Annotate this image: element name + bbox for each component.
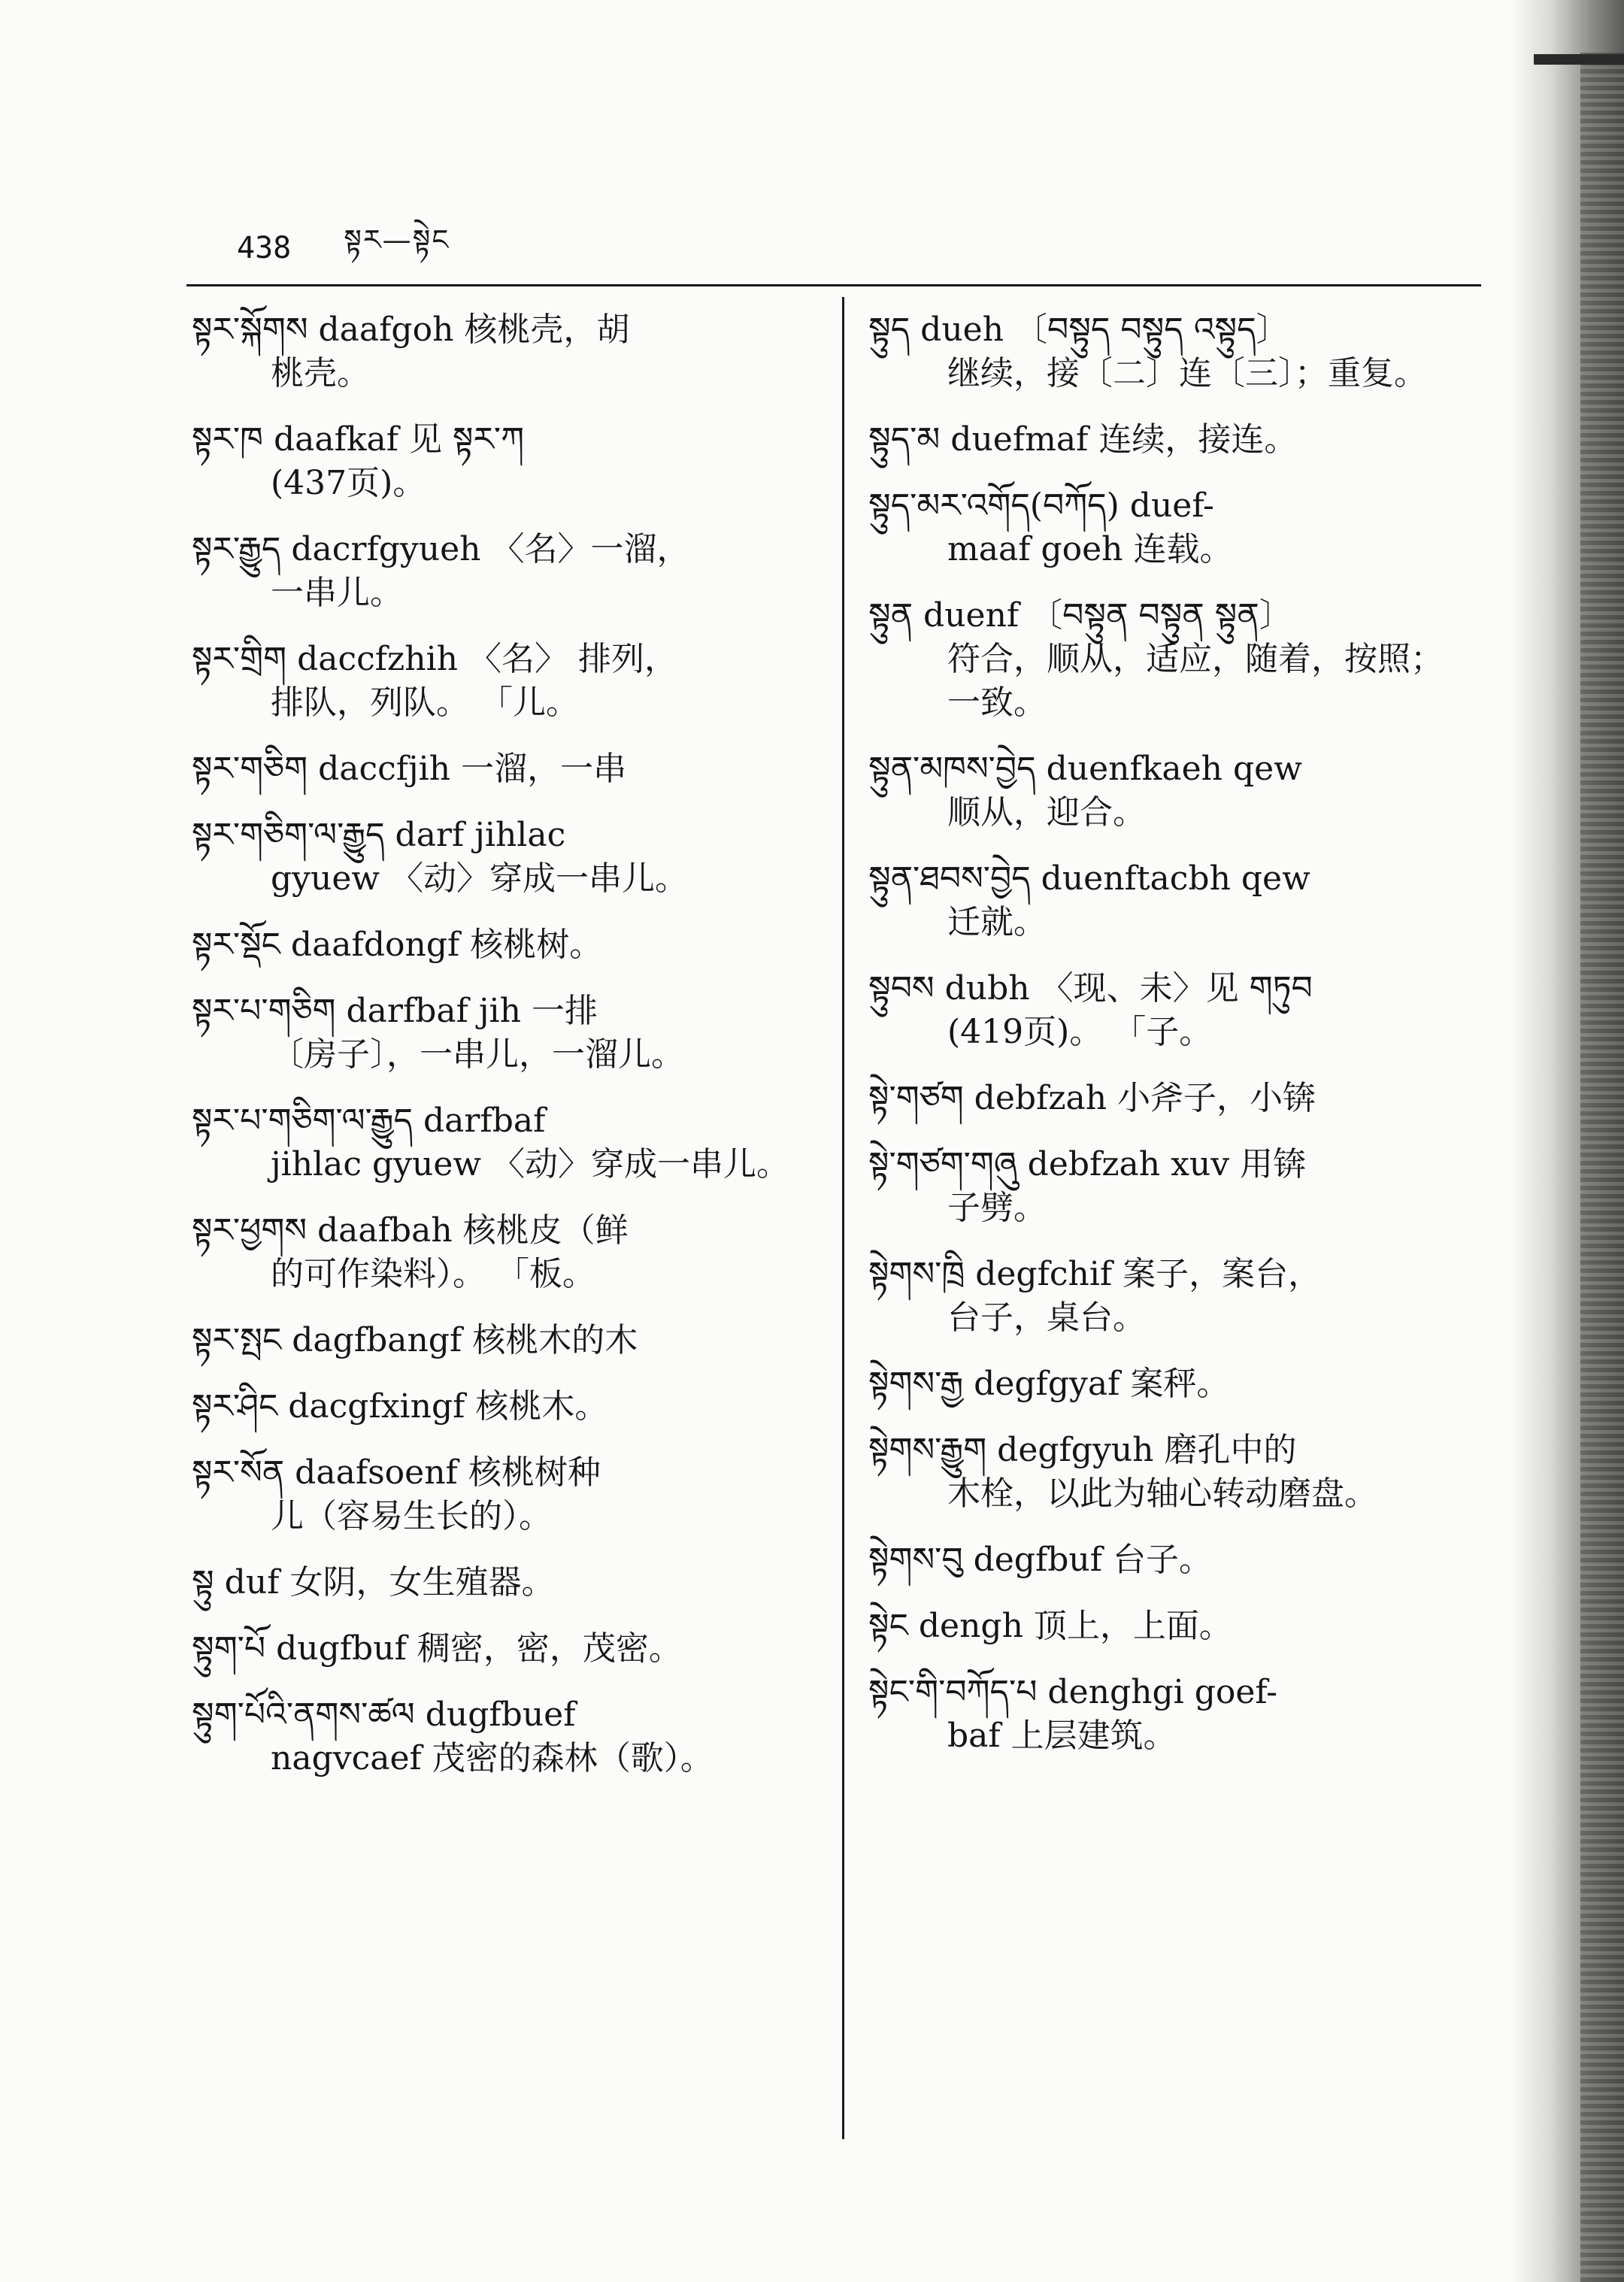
entry-continuation: 一串儿。 xyxy=(271,574,403,612)
header-rule xyxy=(186,284,1481,286)
entry-gap xyxy=(868,571,1485,594)
entry-headline: སྟུན་ཐབས་བྱེད duenftacbh qew xyxy=(868,859,1310,898)
entry-gap xyxy=(868,1406,1485,1429)
entry-gap xyxy=(868,835,1485,857)
entry-continuation: 符合，顺从，适应，随着，按照； xyxy=(947,640,1444,678)
dictionary-entry xyxy=(868,1605,1485,1648)
dictionary-entry xyxy=(192,418,820,505)
entry-gap xyxy=(868,462,1485,484)
entry-gap xyxy=(192,1780,820,1803)
dictionary-entry xyxy=(868,1429,1485,1516)
dictionary-entry xyxy=(192,989,820,1077)
entry-continuation: 一致。 xyxy=(947,683,1047,722)
dictionary-entry xyxy=(192,638,820,725)
entry-headline: སྟར་ཤིང dacgfxingf 核桃木。 xyxy=(192,1387,608,1426)
entry-headline: སྟར་པ་གཅིག darfbaf jih 一排 xyxy=(192,992,598,1030)
entry-continuation: 木栓，以此为轴心转动磨盘。 xyxy=(947,1474,1377,1513)
entry-gap xyxy=(192,1538,820,1561)
entry-headline: སྟར་སྡོང daafdongf 核桃树。 xyxy=(192,926,603,964)
entry-headline: སྟུད dueh 〔བསྟུད བསྟུད འསྟུད〕 xyxy=(868,311,1289,349)
dictionary-entry xyxy=(192,1693,820,1780)
entry-gap xyxy=(868,1516,1485,1538)
left-column xyxy=(192,308,820,1803)
dictionary-entry xyxy=(868,1538,1485,1582)
entry-headline: སྟར་གྲིག daccfzhih 〈名〉 排列， xyxy=(192,640,677,678)
dictionary-entry xyxy=(192,814,820,901)
dictionary-entry xyxy=(192,1627,820,1671)
entry-gap xyxy=(868,944,1485,967)
dictionary-entry xyxy=(192,1451,820,1538)
entry-gap xyxy=(868,1582,1485,1605)
dictionary-entry xyxy=(192,1099,820,1186)
entry-headline: སྟུག་པོ dugfbuf 稠密，密，茂密。 xyxy=(192,1629,682,1668)
entry-gap xyxy=(192,505,820,528)
dictionary-entry xyxy=(192,1209,820,1296)
column-divider xyxy=(842,297,844,2139)
entry-headline: སྟུ duf 女阴，女生殖器。 xyxy=(192,1563,555,1602)
entry-headline: སྟུད་མར་འགོད(བཀོད) duef- xyxy=(868,486,1214,525)
entry-gap xyxy=(192,967,820,989)
entry-headline: སྟར་སྐོགས daafgoh 核桃壳，胡 xyxy=(192,311,630,349)
entry-continuation: nagvcaef 茂密的森林（歌）。 xyxy=(271,1739,714,1777)
entry-continuation: 顺从，迎合。 xyxy=(947,793,1146,832)
scan-edge-mark xyxy=(1534,54,1624,65)
dictionary-entry xyxy=(192,528,820,615)
entry-headline: སྟུན duenf 〔བསྟུན བསྟུན སྟུན〕 xyxy=(868,596,1292,635)
right-column xyxy=(868,308,1485,1780)
entry-gap xyxy=(192,901,820,923)
entry-headline: སྟར་ཁ daafkaf 见 སྟར་ཀ xyxy=(192,420,525,459)
entry-headline: སྟེང་གི་བཀོད་པ denghgi goef- xyxy=(868,1673,1277,1711)
running-head: སྟར—སྟེང xyxy=(344,223,450,256)
entry-continuation: 排队，列队。 「儿。 xyxy=(271,683,579,722)
entry-headline: སྟུབས dubh 〈现、未〉见 གཏུབ xyxy=(868,969,1313,1008)
dictionary-entry xyxy=(868,747,1485,835)
entry-headline: སྟར་སོན daafsoenf 核桃树种 xyxy=(192,1453,601,1492)
entry-gap xyxy=(192,615,820,638)
entry-headline: སྟར་གཅིག་ལ་རྒྱུད darf jihlac xyxy=(192,816,566,854)
entry-headline: སྟུད་མ duefmaf 连续，接连。 xyxy=(868,420,1298,459)
entry-gap xyxy=(868,1758,1485,1780)
dictionary-entry xyxy=(192,1385,820,1429)
entry-gap xyxy=(868,395,1485,418)
dictionary-entry xyxy=(868,418,1485,462)
entry-continuation: maaf goeh 连载。 xyxy=(947,530,1233,568)
entry-continuation: 〔房子〕，一串儿，一溜儿。 xyxy=(271,1035,684,1074)
page-edge-texture xyxy=(1580,53,1624,2282)
entry-continuation: (419页)。 「子。 xyxy=(947,1013,1213,1051)
entry-continuation: 子劈。 xyxy=(947,1189,1047,1227)
entry-gap xyxy=(192,791,820,814)
dictionary-entry xyxy=(868,1077,1485,1120)
entry-gap xyxy=(192,1296,820,1319)
dictionary-entry xyxy=(868,308,1485,395)
dictionary-entry xyxy=(192,747,820,791)
entry-gap xyxy=(192,725,820,747)
dictionary-entry xyxy=(868,484,1485,571)
entry-headline: སྟུག་པོའི་ནགས་ཚལ dugfbuef xyxy=(192,1696,576,1734)
entry-gap xyxy=(868,725,1485,747)
entry-headline: སྟེགས་ཁྲི degfchif 案子，案台， xyxy=(868,1255,1322,1293)
entry-gap xyxy=(192,1362,820,1385)
entry-headline: སྟེགས་བུ degfbuf 台子。 xyxy=(868,1541,1213,1579)
entry-continuation: gyuew 〈动〉穿成一串儿。 xyxy=(271,859,689,898)
entry-headline: སྟར་ཕྱགས daafbah 核桃皮（鲜 xyxy=(192,1211,629,1250)
entry-continuation: 儿（容易生长的）。 xyxy=(271,1497,552,1535)
entry-gap xyxy=(868,1120,1485,1143)
entry-gap xyxy=(868,1054,1485,1077)
entry-headline: སྟེགས་རྒྱ degfgyaf 案秤。 xyxy=(868,1365,1230,1403)
dictionary-entry xyxy=(192,1319,820,1362)
entry-continuation: 的可作染料）。 「板。 xyxy=(271,1255,595,1293)
entry-headline: སྟར་པ་གཅིག་ལ་རྒྱུད darfbaf xyxy=(192,1102,546,1140)
entry-continuation: baf 上层建筑。 xyxy=(947,1717,1177,1755)
entry-continuation: 桃壳。 xyxy=(271,354,370,392)
entry-gap xyxy=(192,1186,820,1209)
entry-headline: སྟེ་གཙག debfzah 小斧子，小锛 xyxy=(868,1079,1316,1117)
dictionary-entry xyxy=(192,1561,820,1605)
entry-gap xyxy=(868,1648,1485,1671)
entry-gap xyxy=(192,1077,820,1099)
dictionary-entry xyxy=(868,857,1485,944)
dictionary-entry xyxy=(192,923,820,967)
page-number: 438 xyxy=(237,231,292,265)
dictionary-entry xyxy=(868,1671,1485,1758)
entry-headline: སྟར་སྤང dagfbangf 核桃木的木 xyxy=(192,1321,638,1359)
entry-gap xyxy=(192,395,820,418)
entry-continuation: (437页)。 xyxy=(271,464,426,502)
dictionary-entry xyxy=(868,1362,1485,1406)
dictionary-entry xyxy=(868,967,1485,1054)
entry-continuation: 继续，接〔二〕连〔三〕；重复。 xyxy=(947,354,1427,392)
entry-gap xyxy=(192,1671,820,1693)
entry-headline: སྟུན་མཁས་བྱེད duenfkaeh qew xyxy=(868,750,1302,788)
entry-gap xyxy=(868,1230,1485,1253)
dictionary-entry xyxy=(868,1253,1485,1340)
entry-gap xyxy=(868,1340,1485,1362)
entry-headline: སྟེང dengh 顶上，上面。 xyxy=(868,1607,1232,1645)
entry-continuation: jihlac gyuew 〈动〉穿成一串儿。 xyxy=(271,1145,790,1183)
entry-continuation: 台子，桌台。 xyxy=(947,1299,1146,1337)
entry-continuation: 迁就。 xyxy=(947,903,1047,941)
entry-gap xyxy=(192,1605,820,1627)
entry-headline: སྟེགས་རྒྱུག degfgyuh 磨孔中的 xyxy=(868,1431,1297,1469)
entry-headline: སྟར་གཅིག daccfjih 一溜，一串 xyxy=(192,750,627,788)
dictionary-entry xyxy=(868,594,1485,725)
page-header xyxy=(237,223,450,271)
dictionary-entry xyxy=(192,308,820,395)
dictionary-entry xyxy=(868,1143,1485,1230)
entry-gap xyxy=(192,1429,820,1451)
entry-headline: སྟེ་གཙག་གཞུ debfzah xuv 用锛 xyxy=(868,1145,1307,1183)
page-binding-shadow xyxy=(1511,0,1624,2282)
entry-headline: སྟར་རྒྱུད dacrfgyueh 〈名〉一溜， xyxy=(192,530,690,568)
